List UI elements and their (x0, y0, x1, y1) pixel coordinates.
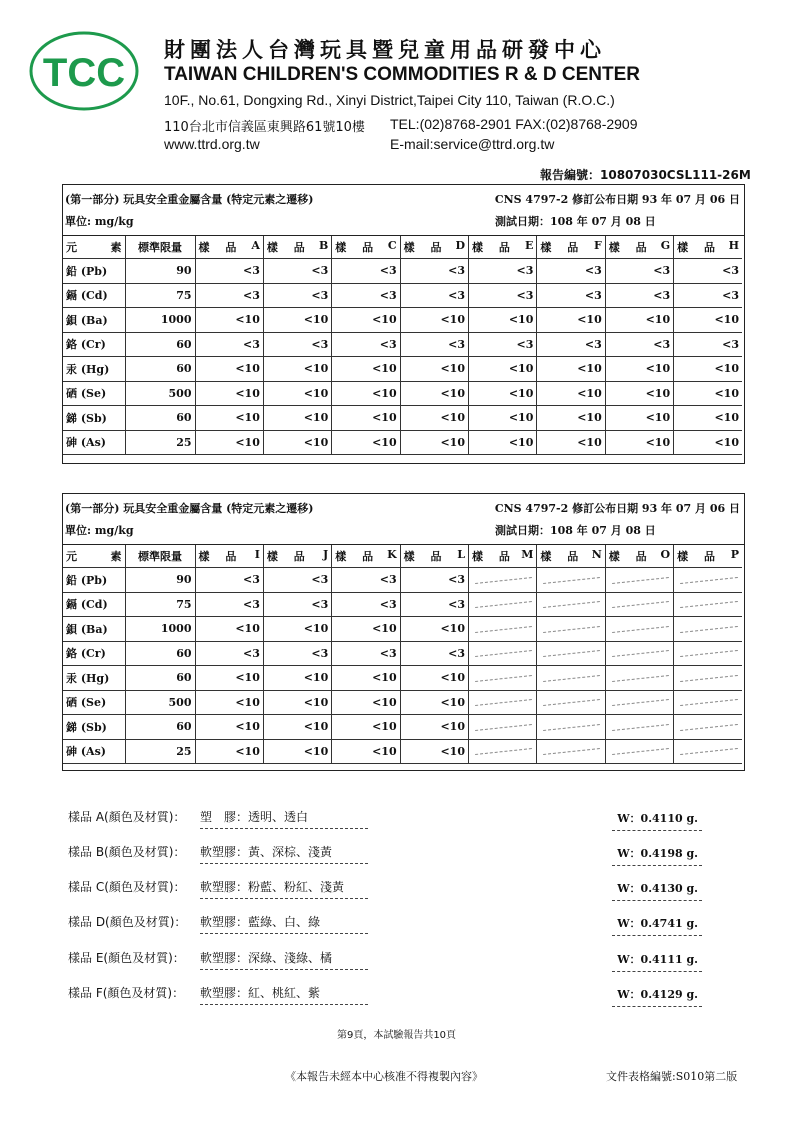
limit-cell: 500 (125, 381, 195, 406)
result-cell: <10 (537, 406, 605, 431)
result-cell: <10 (605, 430, 673, 455)
page-info: 第9頁，本試驗報告共10頁 (336, 1030, 457, 1041)
result-cell: <10 (469, 430, 537, 455)
sample-description: 塑 膠：透明、透白 (200, 810, 309, 824)
result-cell (537, 715, 605, 740)
sample-header-name: 樣 品 (540, 550, 585, 563)
underline (200, 863, 368, 864)
sample-row (68, 878, 708, 902)
sample-row (68, 949, 708, 973)
sample-header-letter: J (323, 548, 329, 561)
underline (612, 1006, 702, 1007)
sample-header-letter: O (660, 548, 671, 561)
result-cell: <10 (195, 690, 263, 715)
result-cell: <10 (332, 357, 400, 382)
result-cell (674, 568, 742, 593)
result-cell: <10 (195, 715, 263, 740)
element-cell: 鎘 (Cd) (63, 592, 125, 617)
result-cell: <10 (195, 381, 263, 406)
table-header-info (63, 185, 744, 236)
sample-header-name: 樣 品 (677, 550, 721, 563)
tcc-logo (28, 30, 140, 112)
result-cell (605, 739, 673, 764)
sample-header-letter: D (455, 239, 465, 252)
result-cell (674, 739, 742, 764)
table-row (63, 690, 742, 715)
underline (612, 900, 702, 901)
sample-label: 樣品 C(顏色及材質)： (68, 880, 186, 894)
result-cell (605, 568, 673, 593)
tel-fax: TEL:(02)8768-2901 FAX:(02)8768-2909 (390, 116, 638, 132)
limit-cell: 90 (125, 568, 195, 593)
result-cell: <10 (332, 715, 400, 740)
sample-header-letter: E (524, 239, 534, 252)
result-cell: <10 (195, 357, 263, 382)
column-header-sample (469, 545, 537, 568)
column-header-sample (332, 545, 400, 568)
sample-header-letter: M (521, 548, 534, 561)
result-cell: <3 (537, 259, 605, 284)
result-cell: <10 (674, 406, 742, 431)
result-cell: <3 (332, 332, 400, 357)
result-cell: <10 (263, 690, 331, 715)
result-cell: <3 (400, 259, 468, 284)
result-cell: <10 (195, 739, 263, 764)
result-cell: <3 (674, 283, 742, 308)
result-cell (674, 690, 742, 715)
column-header-sample (605, 236, 673, 259)
org-name-en: TAIWAN CHILDREN'S COMMODITIES R & D CENTER (164, 64, 640, 85)
element-cell: 硒 (Se) (63, 690, 125, 715)
heavy-metal-table-1 (62, 184, 745, 464)
table-row (63, 332, 742, 357)
sample-header-letter: A (251, 239, 260, 252)
result-cell: <3 (263, 332, 331, 357)
result-cell: <10 (332, 666, 400, 691)
sample-description: 軟塑膠：深綠、淺綠、橘 (200, 951, 333, 965)
result-cell (537, 666, 605, 691)
result-cell: <3 (400, 641, 468, 666)
sample-header-name: 樣 品 (677, 241, 721, 254)
result-cell: <3 (263, 283, 331, 308)
element-cell: 鎘 (Cd) (63, 283, 125, 308)
result-cell (469, 739, 537, 764)
result-cell (605, 666, 673, 691)
sample-header-name: 樣 品 (472, 241, 516, 254)
table-header-info (63, 494, 744, 545)
result-cell (469, 641, 537, 666)
result-cell (537, 568, 605, 593)
result-cell: <10 (195, 308, 263, 333)
result-cell (674, 617, 742, 642)
test-date: 測試日期：108 年 07 月 08 日 (495, 215, 656, 228)
form-number: 文件表格編號:S010第二版 (606, 1070, 738, 1083)
sample-row (68, 913, 708, 937)
test-standard: CNS 4797-2 修訂公布日期 93 年 07 月 06 日 (494, 193, 740, 206)
column-header-sample (263, 236, 331, 259)
result-cell: <10 (537, 430, 605, 455)
result-cell: <3 (195, 568, 263, 593)
test-standard: CNS 4797-2 修訂公布日期 93 年 07 月 06 日 (494, 502, 740, 515)
result-cell: <10 (605, 381, 673, 406)
column-header-sample (605, 545, 673, 568)
sample-label: 樣品 E(顏色及材質)： (68, 951, 185, 965)
sample-row (68, 843, 708, 867)
limit-cell: 60 (125, 641, 195, 666)
column-header-sample (674, 545, 742, 568)
result-cell: <10 (332, 690, 400, 715)
element-cell: 鉛 (Pb) (63, 568, 125, 593)
sample-header-name: 樣 品 (608, 550, 653, 563)
sample-header-letter: K (387, 548, 397, 561)
sample-row (68, 808, 708, 832)
result-cell: <3 (263, 259, 331, 284)
column-header-sample (195, 236, 263, 259)
result-cell: <3 (332, 568, 400, 593)
heavy-metal-table-2 (62, 493, 745, 771)
sample-header-name: 樣 品 (403, 241, 448, 254)
result-cell: <10 (332, 617, 400, 642)
result-cell (605, 641, 673, 666)
result-cell: <10 (469, 308, 537, 333)
result-cell: <10 (605, 357, 673, 382)
table-row (63, 430, 742, 455)
column-header-sample (469, 236, 537, 259)
element-cell: 汞 (Hg) (63, 666, 125, 691)
unit-label: 單位: mg/kg (65, 524, 134, 537)
logo-text: TCC (42, 51, 126, 95)
limit-cell: 25 (125, 430, 195, 455)
result-cell: <3 (332, 592, 400, 617)
result-cell: <10 (332, 430, 400, 455)
result-cell: <10 (605, 406, 673, 431)
sample-header-letter: N (591, 548, 602, 561)
table-row (63, 715, 742, 740)
result-cell (605, 715, 673, 740)
result-cell: <10 (400, 617, 468, 642)
result-cell (469, 666, 537, 691)
result-cell (469, 592, 537, 617)
table-row (63, 739, 742, 764)
sample-label: 樣品 B(顏色及材質)： (68, 845, 186, 859)
result-cell (605, 592, 673, 617)
result-cell: <10 (674, 430, 742, 455)
column-header-sample (400, 545, 468, 568)
result-cell: <10 (263, 406, 331, 431)
unit-label: 單位: mg/kg (65, 215, 134, 228)
column-header-sample (332, 236, 400, 259)
sample-header-name: 樣 品 (403, 550, 448, 563)
result-cell: <10 (332, 739, 400, 764)
underline (200, 898, 368, 899)
result-cell (605, 617, 673, 642)
result-cell (469, 568, 537, 593)
result-cell: <10 (674, 381, 742, 406)
address-cn: 110台北市信義區東興路61號10樓 (164, 120, 365, 135)
element-cell: 汞 (Hg) (63, 357, 125, 382)
website-link[interactable]: www.ttrd.org.tw (164, 136, 260, 152)
column-header-element: 元 素 (63, 236, 125, 259)
sample-header-letter: B (318, 239, 329, 252)
limit-cell: 60 (125, 666, 195, 691)
limit-cell: 75 (125, 283, 195, 308)
sample-header-name: 樣 品 (198, 241, 243, 254)
result-cell: <3 (400, 568, 468, 593)
underline (200, 933, 368, 934)
result-cell: <10 (263, 430, 331, 455)
element-cell: 銻 (Sb) (63, 406, 125, 431)
result-cell: <10 (674, 357, 742, 382)
table-header-row (63, 236, 742, 259)
result-cell: <3 (605, 283, 673, 308)
result-cell: <10 (332, 406, 400, 431)
limit-cell: 60 (125, 406, 195, 431)
sample-header-letter: I (254, 548, 260, 561)
result-cell (469, 715, 537, 740)
result-cell (537, 592, 605, 617)
underline (612, 865, 702, 866)
table-row (63, 666, 742, 691)
result-cell (674, 666, 742, 691)
report-number: 報告編號：10807030CSL111-26M (540, 168, 751, 182)
result-cell: <10 (400, 690, 468, 715)
element-cell: 硒 (Se) (63, 381, 125, 406)
result-cell: <10 (263, 308, 331, 333)
address-en: 10F., No.61, Dongxing Rd., Xinyi District,Taipei City 110, Taiwan (R.O.C.) (164, 92, 615, 108)
result-cell: <3 (674, 259, 742, 284)
result-cell: <10 (400, 406, 468, 431)
result-cell: <3 (195, 592, 263, 617)
table-title: (第一部分) 玩具安全重金屬含量 (特定元素之遷移) (65, 502, 314, 515)
limit-cell: 1000 (125, 308, 195, 333)
result-cell (674, 641, 742, 666)
table-row (63, 381, 742, 406)
sample-header-letter: H (728, 239, 739, 252)
sample-weight: W：0.4111 g. (617, 953, 698, 966)
limit-cell: 1000 (125, 617, 195, 642)
sample-description: 軟塑膠：黃、深棕、淺黃 (200, 845, 333, 859)
result-cell: <10 (400, 381, 468, 406)
result-cell: <3 (195, 641, 263, 666)
limit-cell: 60 (125, 715, 195, 740)
element-cell: 鉻 (Cr) (63, 641, 125, 666)
result-cell (537, 641, 605, 666)
element-cell: 砷 (As) (63, 739, 125, 764)
result-cell: <10 (332, 381, 400, 406)
table-header-row (63, 545, 742, 568)
element-cell: 鋇 (Ba) (63, 308, 125, 333)
copyright-note: 《本報告未經本中心核准不得複製內容》 (285, 1070, 483, 1083)
result-cell: <3 (400, 592, 468, 617)
sample-weight: W：0.4741 g. (617, 917, 698, 930)
result-cell: <10 (469, 406, 537, 431)
result-cell: <10 (537, 381, 605, 406)
sample-header-name: 樣 品 (198, 550, 243, 563)
limit-cell: 25 (125, 739, 195, 764)
sample-label: 樣品 A(顏色及材質)： (68, 810, 186, 824)
column-header-element: 元 素 (63, 545, 125, 568)
result-cell: <10 (195, 406, 263, 431)
result-cell: <3 (195, 259, 263, 284)
result-cell: <10 (263, 357, 331, 382)
sample-header-name: 樣 品 (335, 241, 380, 254)
result-cell: <3 (195, 332, 263, 357)
result-cell: <3 (469, 332, 537, 357)
result-cell: <3 (674, 332, 742, 357)
result-cell: <3 (332, 641, 400, 666)
column-header-limit: 標準限量 (125, 545, 195, 568)
sample-header-letter: L (457, 548, 465, 561)
result-cell (537, 739, 605, 764)
sample-label: 樣品 D(顏色及材質)： (68, 915, 187, 929)
result-cell (674, 715, 742, 740)
result-cell: <10 (400, 308, 468, 333)
limit-cell: 60 (125, 357, 195, 382)
result-cell: <10 (537, 308, 605, 333)
limit-cell: 500 (125, 690, 195, 715)
result-cell: <3 (332, 283, 400, 308)
result-cell: <3 (263, 641, 331, 666)
sample-header-name: 樣 品 (608, 241, 653, 254)
result-cell: <3 (537, 283, 605, 308)
element-cell: 砷 (As) (63, 430, 125, 455)
result-cell: <3 (195, 283, 263, 308)
limit-cell: 90 (125, 259, 195, 284)
result-table (63, 236, 742, 455)
table-row (63, 617, 742, 642)
sample-weight: W：0.4110 g. (617, 812, 698, 825)
sample-header-name: 樣 品 (335, 550, 380, 563)
result-cell: <3 (263, 568, 331, 593)
sample-weight: W：0.4130 g. (617, 882, 698, 895)
sample-header-letter: G (660, 239, 671, 252)
org-name-cn: 財團法人台灣玩具暨兒童用品研發中心 (164, 37, 606, 62)
result-cell: <10 (263, 715, 331, 740)
element-cell: 鉻 (Cr) (63, 332, 125, 357)
column-header-sample (674, 236, 742, 259)
column-header-sample (537, 236, 605, 259)
result-cell: <3 (469, 259, 537, 284)
result-cell: <10 (537, 357, 605, 382)
result-cell: <3 (605, 332, 673, 357)
sample-header-letter: F (593, 239, 602, 252)
result-cell: <10 (400, 666, 468, 691)
table-row (63, 568, 742, 593)
element-cell: 銻 (Sb) (63, 715, 125, 740)
limit-cell: 60 (125, 332, 195, 357)
result-cell: <3 (332, 259, 400, 284)
result-cell: <10 (263, 381, 331, 406)
column-header-sample (400, 236, 468, 259)
sample-header-letter: P (730, 548, 739, 561)
result-cell: <10 (400, 715, 468, 740)
underline (612, 830, 702, 831)
sample-header-name: 樣 品 (472, 550, 516, 563)
sample-header-name: 樣 品 (266, 550, 311, 563)
result-cell: <3 (263, 592, 331, 617)
sample-header-name: 樣 品 (540, 241, 585, 254)
underline (612, 971, 702, 972)
result-cell: <3 (400, 332, 468, 357)
email-link[interactable]: E-mail:service@ttrd.org.tw (390, 136, 555, 152)
result-cell: <10 (263, 617, 331, 642)
underline (200, 828, 368, 829)
table-row (63, 308, 742, 333)
result-table (63, 545, 742, 764)
result-cell: <10 (332, 308, 400, 333)
result-cell: <10 (195, 617, 263, 642)
result-cell (537, 690, 605, 715)
table-row (63, 259, 742, 284)
element-cell: 鋇 (Ba) (63, 617, 125, 642)
result-cell (605, 690, 673, 715)
result-cell: <10 (263, 739, 331, 764)
sample-description: 軟塑膠：粉藍、粉紅、淺黃 (200, 880, 345, 894)
sample-label: 樣品 F(顏色及材質)： (68, 986, 185, 1000)
result-cell: <10 (469, 357, 537, 382)
element-cell: 鉛 (Pb) (63, 259, 125, 284)
underline (612, 935, 702, 936)
result-cell (537, 617, 605, 642)
table-row (63, 641, 742, 666)
result-cell: <3 (605, 259, 673, 284)
result-cell: <10 (400, 739, 468, 764)
sample-header-letter: C (387, 239, 397, 252)
column-header-limit: 標準限量 (125, 236, 195, 259)
sample-description: 軟塑膠：紅、桃紅、紫 (200, 986, 321, 1000)
underline (200, 969, 368, 970)
test-date: 測試日期：108 年 07 月 08 日 (495, 524, 656, 537)
table-row (63, 283, 742, 308)
result-cell: <3 (400, 283, 468, 308)
result-cell (469, 690, 537, 715)
result-cell: <3 (537, 332, 605, 357)
table-title: (第一部分) 玩具安全重金屬含量 (特定元素之遷移) (65, 193, 314, 206)
column-header-sample (537, 545, 605, 568)
result-cell: <10 (400, 357, 468, 382)
result-cell: <10 (400, 430, 468, 455)
result-cell: <10 (263, 666, 331, 691)
column-header-sample (195, 545, 263, 568)
sample-header-name: 樣 品 (266, 241, 311, 254)
table-row (63, 406, 742, 431)
column-header-sample (263, 545, 331, 568)
sample-description: 軟塑膠：藍綠、白、綠 (200, 915, 321, 929)
result-cell (674, 592, 742, 617)
table-row (63, 592, 742, 617)
sample-weight: W：0.4129 g. (617, 988, 698, 1001)
result-cell: <10 (195, 666, 263, 691)
result-cell: <3 (469, 283, 537, 308)
result-cell: <10 (195, 430, 263, 455)
result-cell: <10 (469, 381, 537, 406)
result-cell: <10 (605, 308, 673, 333)
underline (200, 1004, 368, 1005)
table-row (63, 357, 742, 382)
sample-row (68, 984, 708, 1008)
sample-weight: W：0.4198 g. (617, 847, 698, 860)
limit-cell: 75 (125, 592, 195, 617)
result-cell: <10 (674, 308, 742, 333)
result-cell (469, 617, 537, 642)
